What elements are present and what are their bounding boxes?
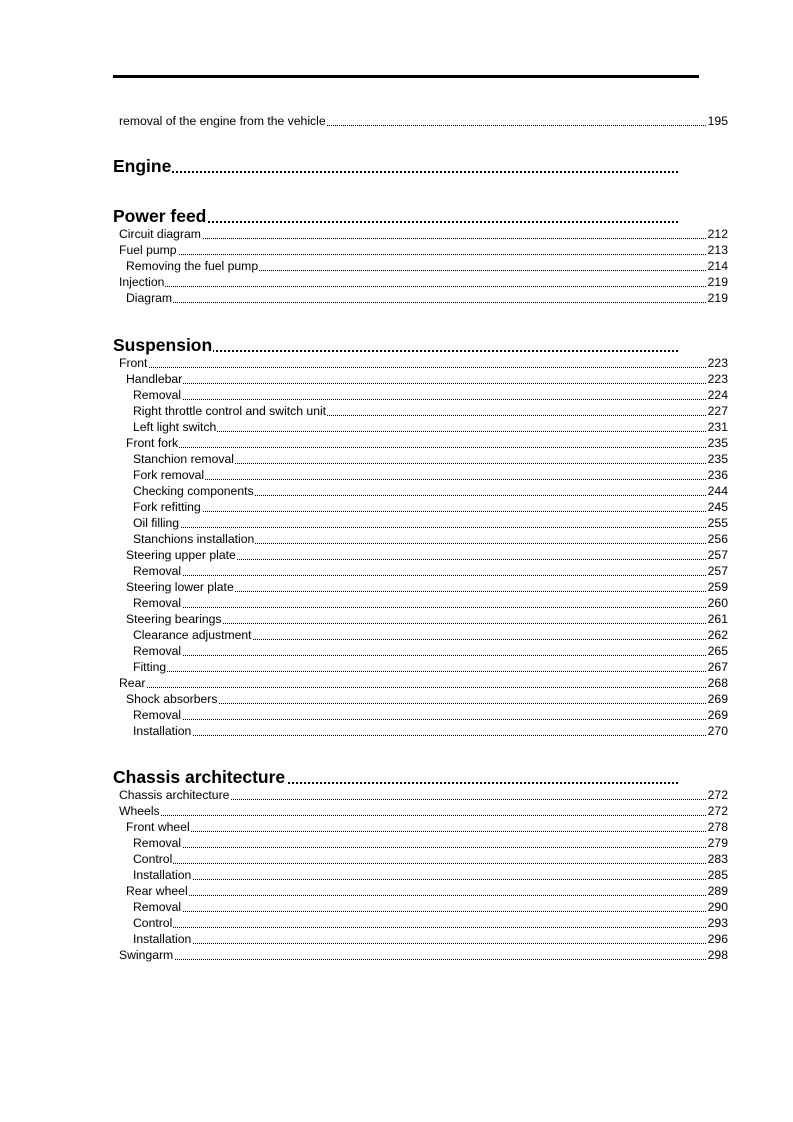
toc-entry[interactable] [119,851,728,867]
toc-entry-page-number: 213 [707,243,728,257]
dot-leader [119,479,728,480]
toc-entry-label: Checking components [119,483,255,499]
header-rule [113,75,699,78]
dot-leader [119,655,728,656]
toc-entry-label: Steering lower plate [119,579,235,595]
toc-entry-label: Front fork [119,435,179,451]
toc-entry-page-number: 261 [707,612,728,626]
toc-entry-label: Fuel pump [119,243,177,257]
toc-entry[interactable] [119,595,728,611]
toc-entry-page-number: 245 [707,500,728,514]
toc-entry-label: Rear wheel [119,883,189,899]
toc-entry[interactable] [119,931,728,947]
toc-entry[interactable] [119,355,728,371]
dot-leader [119,607,728,608]
toc-entry-page-number: 219 [707,291,728,305]
toc-entry-label: Clearance adjustment [119,627,253,643]
dot-leader [119,575,728,576]
toc-entry-label: Removal [119,643,182,659]
toc-entry-page-number: 223 [707,372,728,386]
toc-entry[interactable] [119,483,728,499]
toc-entry-page-number: 270 [707,724,728,738]
toc-entry-page-number: 272 [707,788,728,802]
toc-entry[interactable] [119,226,728,242]
toc-entry-page-number: 219 [707,275,728,289]
toc-entry-page-number: 212 [707,227,728,241]
toc-entry[interactable] [119,915,728,931]
section-heading[interactable] [113,766,678,788]
toc-entry-label: Steering upper plate [119,547,237,563]
toc-entry-page-number: 298 [707,948,728,962]
toc-entry-label: Fitting [119,659,167,675]
toc-entry-label: Oil filling [119,515,180,531]
dot-leader [119,719,728,720]
dot-leader [119,735,728,736]
toc-entry-label: Rear [119,676,146,690]
dot-leader [119,238,728,239]
toc-entry-page-number: 269 [707,708,728,722]
section-heading[interactable] [113,155,678,177]
toc-entry-page-number: 257 [707,548,728,562]
dot-leader [119,399,728,400]
toc-entry-page-number: 257 [707,564,728,578]
toc-entry-page-number: 224 [707,388,728,402]
toc-entry[interactable] [119,819,728,835]
toc-entry[interactable] [119,467,728,483]
toc-entry-page-number: 235 [707,436,728,450]
toc-entry-page-number: 231 [707,420,728,434]
toc-entry[interactable] [119,723,728,739]
dot-leader [119,511,728,512]
toc-entry-label: Removal [119,835,182,851]
toc-entry[interactable] [119,867,728,883]
toc-entry-page-number: 227 [707,404,728,418]
toc-entry-label: removal of the engine from the vehicle [119,114,326,128]
section-heading[interactable] [113,334,678,356]
toc-entry-label: Removal [119,899,182,915]
toc-entry-label: Installation [119,723,192,739]
toc-entry[interactable] [119,707,728,723]
section-heading-label: Suspension [113,335,213,355]
dot-leader [119,447,728,448]
dot-leader [119,671,728,672]
toc-entry[interactable] [119,499,728,515]
section-heading-label: Chassis architecture [113,767,286,787]
toc-entry-page-number: 269 [707,692,728,706]
toc-entry-page-number: 279 [707,836,728,850]
toc-entry-label: Control [119,851,173,867]
toc-entry-page-number: 235 [707,452,728,466]
toc-entry-page-number: 296 [707,932,728,946]
dot-leader [119,286,728,287]
toc-entry[interactable] [119,803,728,819]
toc-entry[interactable] [119,883,728,899]
toc-entry-label: Chassis architecture [119,788,230,802]
toc-entry-label: Removal [119,563,182,579]
toc-entry-page-number: 265 [707,644,728,658]
section-heading[interactable] [113,205,678,227]
toc-entry-label: Removal [119,707,182,723]
toc-entry-label: Diagram [119,290,173,306]
toc-entry-page-number: 272 [707,804,728,818]
section-heading-label: Power feed [113,206,207,226]
dot-leader [119,863,728,864]
toc-entry-label: Front [119,356,148,370]
toc-entry[interactable] [119,643,728,659]
dot-leader [119,847,728,848]
toc-entry-label: Steering bearings [119,611,223,627]
toc-entry-label: Installation [119,931,192,947]
toc-entry[interactable] [119,611,728,627]
toc-entry[interactable] [119,274,728,290]
dot-leader [119,943,728,944]
toc-entry-label: Removal [119,595,182,611]
toc-entry-page-number: 195 [707,114,728,128]
toc-entry[interactable] [119,531,728,547]
toc-entry[interactable] [119,659,728,675]
toc-entry-label: Fork refitting [119,499,202,515]
toc-entry-label: Control [119,915,173,931]
toc-entry-label: Stanchion removal [119,451,235,467]
toc-entry[interactable] [119,787,728,803]
toc-entry-page-number: 289 [707,884,728,898]
toc-entry[interactable] [119,515,728,531]
toc-entry[interactable] [119,290,728,306]
section-heading-label: Engine [113,156,172,176]
toc-entry-page-number: 244 [707,484,728,498]
toc-entry[interactable] [119,387,728,403]
toc-entry-label: Handlebar [119,371,183,387]
toc-entry[interactable] [119,675,728,691]
toc-entry[interactable] [119,899,728,915]
dot-leader [119,911,728,912]
toc-entry[interactable] [119,435,728,451]
toc-entry-page-number: 285 [707,868,728,882]
dot-leader [119,959,728,960]
dot-leader [119,815,728,816]
dot-leader [119,831,728,832]
toc-entry-page-number: 267 [707,660,728,674]
toc-entry-label: Fork removal [119,467,205,483]
toc-entry[interactable] [119,579,728,595]
toc-entry-page-number: 260 [707,596,728,610]
toc-entry-page-number: 290 [707,900,728,914]
toc-entry-page-number: 262 [707,628,728,642]
toc-entry[interactable] [119,258,728,274]
toc-entry[interactable] [119,835,728,851]
toc-entry-label: Shock absorbers [119,691,218,707]
dot-leader [119,527,728,528]
toc-entry[interactable] [119,563,728,579]
toc-entry-page-number: 223 [707,356,728,370]
toc-entry[interactable] [119,451,728,467]
toc-entry-label: Right throttle control and switch unit [119,403,327,419]
toc-entry-page-number: 278 [707,820,728,834]
toc-entry-label: Installation [119,867,192,883]
dot-leader [119,895,728,896]
toc-entry[interactable] [119,547,728,563]
toc-entry-label: Injection [119,275,165,289]
dot-leader [119,383,728,384]
toc-entry[interactable] [119,113,728,129]
toc-entry-page-number: 255 [707,516,728,530]
toc-entry-page-number: 236 [707,468,728,482]
dot-leader [119,254,728,255]
dot-leader [119,687,728,688]
toc-entry[interactable] [119,242,728,258]
toc-entry-label: Removing the fuel pump [119,258,259,274]
toc-entry-label: Front wheel [119,819,191,835]
toc-entry[interactable] [119,371,728,387]
dot-leader [119,927,728,928]
toc-entry-label: Stanchions installation [119,531,255,547]
toc-entry[interactable] [119,691,728,707]
toc-entry-label: Wheels [119,804,160,818]
dot-leader [119,879,728,880]
toc-entry[interactable] [119,947,728,963]
toc-entry[interactable] [119,627,728,643]
toc-entry-label: Removal [119,387,182,403]
toc-entry-page-number: 283 [707,852,728,866]
toc-entry-page-number: 214 [707,259,728,273]
toc-entry[interactable] [119,419,728,435]
dot-leader [119,367,728,368]
toc-entry-label: Swingarm [119,948,174,962]
dot-leader [113,171,678,173]
toc-entry[interactable] [119,403,728,419]
toc-entry-label: Circuit diagram [119,227,201,241]
toc-entry-page-number: 268 [707,676,728,690]
toc-entry-page-number: 293 [707,916,728,930]
dot-leader [119,302,728,303]
toc-entry-label: Left light switch [119,419,217,435]
toc-entry-page-number: 256 [707,532,728,546]
toc-entry-page-number: 259 [707,580,728,594]
